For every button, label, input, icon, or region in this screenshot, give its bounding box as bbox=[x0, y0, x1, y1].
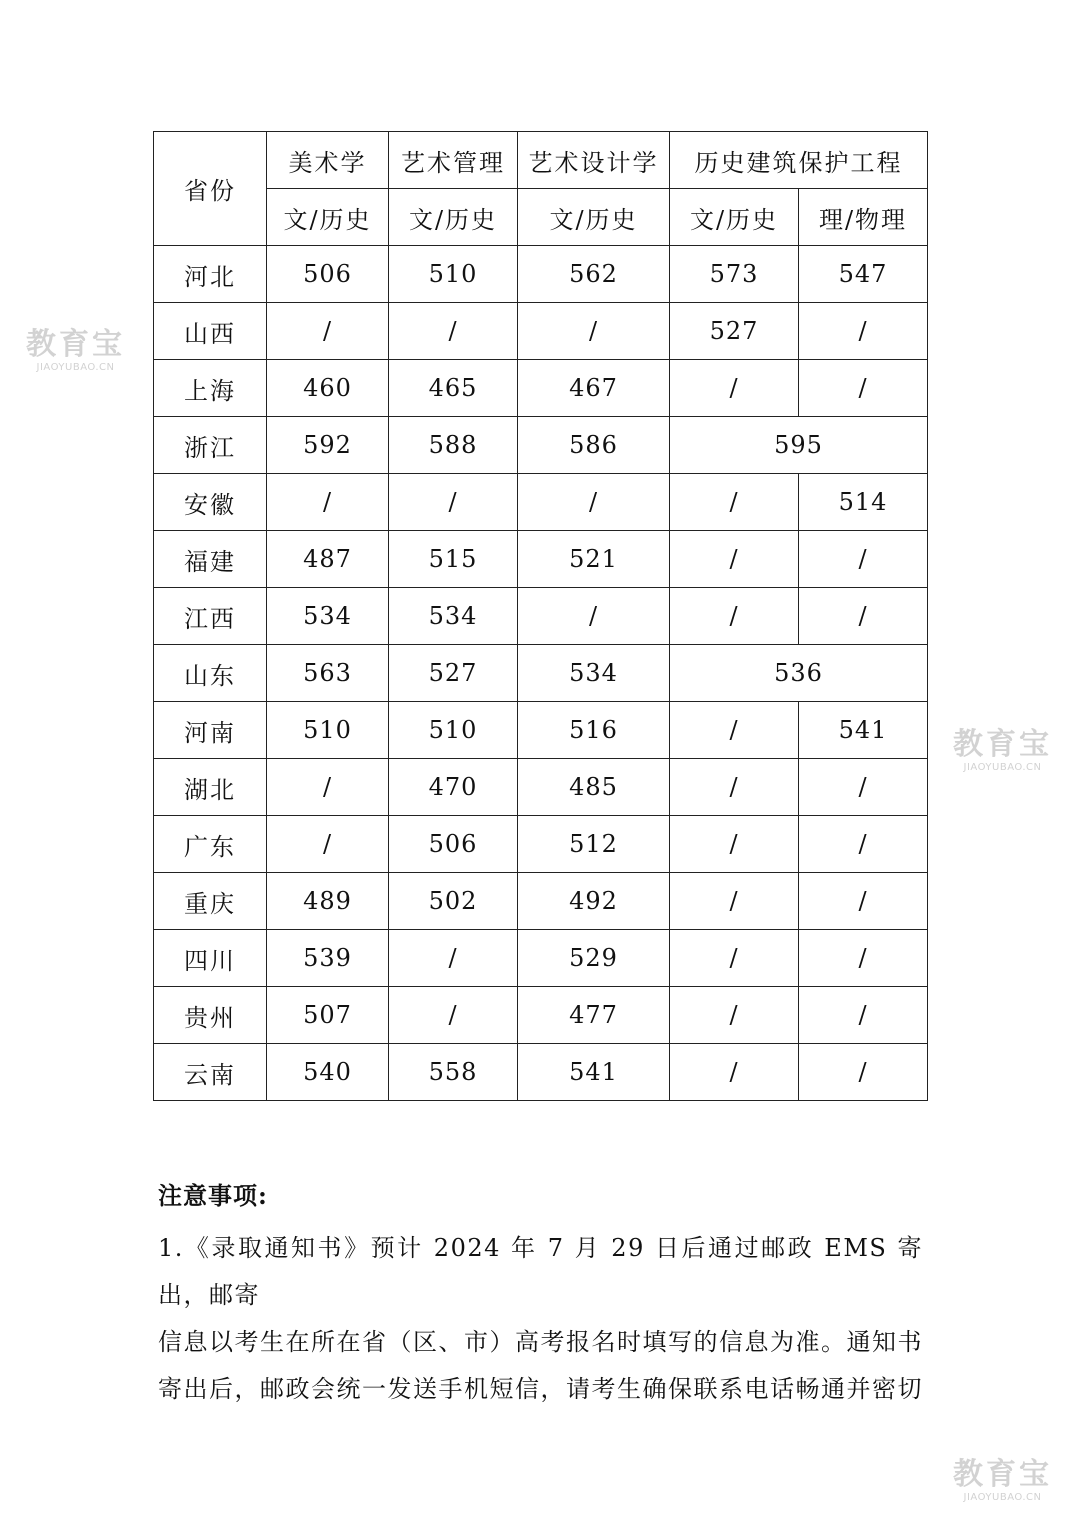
score-cell: 510 bbox=[389, 702, 518, 759]
score-cell: 540 bbox=[267, 1044, 389, 1101]
score-cell: 534 bbox=[518, 645, 670, 702]
score-cell: 460 bbox=[267, 360, 389, 417]
score-cell: 510 bbox=[389, 246, 518, 303]
score-cell: / bbox=[799, 360, 928, 417]
major-header: 艺术设计学 bbox=[518, 132, 670, 189]
table-row bbox=[154, 1044, 928, 1101]
score-cell: / bbox=[670, 588, 799, 645]
province-cell: 福建 bbox=[154, 531, 267, 588]
notes-line: 信息以考生在所在省（区、市）高考报名时填写的信息为准。通知书 bbox=[158, 1328, 923, 1356]
score-cell: / bbox=[799, 987, 928, 1044]
province-cell: 上海 bbox=[154, 360, 267, 417]
notes-section bbox=[158, 1172, 923, 1413]
score-cell: / bbox=[670, 873, 799, 930]
table-row bbox=[154, 702, 928, 759]
subject-header: 理/物理 bbox=[799, 189, 928, 246]
header-row-majors bbox=[154, 132, 928, 189]
table-row bbox=[154, 588, 928, 645]
score-cell: / bbox=[799, 303, 928, 360]
province-cell: 重庆 bbox=[154, 873, 267, 930]
major-header: 历史建筑保护工程 bbox=[670, 132, 928, 189]
province-cell: 河北 bbox=[154, 246, 267, 303]
table-row bbox=[154, 474, 928, 531]
score-cell: 502 bbox=[389, 873, 518, 930]
province-cell: 广东 bbox=[154, 816, 267, 873]
score-cell: / bbox=[389, 987, 518, 1044]
notes-line: 1.《录取通知书》预计 2024 年 7 月 29 日后通过邮政 EMS 寄出，邮寄 bbox=[158, 1234, 923, 1309]
score-cell: / bbox=[799, 816, 928, 873]
score-cell: 595 bbox=[670, 417, 928, 474]
province-cell: 湖北 bbox=[154, 759, 267, 816]
table-row bbox=[154, 246, 928, 303]
score-cell: 506 bbox=[389, 816, 518, 873]
province-cell: 山东 bbox=[154, 645, 267, 702]
table-row bbox=[154, 930, 928, 987]
header-row-subjects bbox=[154, 189, 928, 246]
score-cell: 541 bbox=[799, 702, 928, 759]
score-table bbox=[153, 131, 928, 1101]
score-cell: 547 bbox=[799, 246, 928, 303]
subject-header: 文/历史 bbox=[267, 189, 389, 246]
score-cell: 539 bbox=[267, 930, 389, 987]
score-cell: / bbox=[799, 759, 928, 816]
score-cell: 588 bbox=[389, 417, 518, 474]
score-cell: / bbox=[670, 816, 799, 873]
score-cell: 492 bbox=[518, 873, 670, 930]
province-cell: 贵州 bbox=[154, 987, 267, 1044]
subject-header: 文/历史 bbox=[670, 189, 799, 246]
score-cell: 527 bbox=[670, 303, 799, 360]
score-cell: / bbox=[670, 930, 799, 987]
score-cell: 534 bbox=[389, 588, 518, 645]
score-cell: / bbox=[799, 873, 928, 930]
score-cell: / bbox=[799, 1044, 928, 1101]
score-cell: 515 bbox=[389, 531, 518, 588]
score-cell: / bbox=[799, 588, 928, 645]
score-cell: / bbox=[670, 531, 799, 588]
score-cell: / bbox=[799, 531, 928, 588]
score-cell: / bbox=[267, 474, 389, 531]
major-header: 艺术管理 bbox=[389, 132, 518, 189]
province-cell: 山西 bbox=[154, 303, 267, 360]
notes-line: 寄出后，邮政会统一发送手机短信，请考生确保联系电话畅通并密切 bbox=[158, 1375, 923, 1403]
table-row bbox=[154, 873, 928, 930]
watermark-url: JIAOYUBAO.CN bbox=[963, 1492, 1042, 1503]
watermark-logo: 教育宝 bbox=[953, 1457, 1052, 1492]
score-cell: 465 bbox=[389, 360, 518, 417]
score-cell: / bbox=[799, 930, 928, 987]
score-cell: / bbox=[389, 474, 518, 531]
score-cell: / bbox=[670, 759, 799, 816]
score-cell: 510 bbox=[267, 702, 389, 759]
score-cell: / bbox=[670, 987, 799, 1044]
score-cell: 558 bbox=[389, 1044, 518, 1101]
subject-header: 文/历史 bbox=[518, 189, 670, 246]
score-cell: / bbox=[670, 702, 799, 759]
score-cell: / bbox=[267, 303, 389, 360]
watermark bbox=[18, 328, 133, 374]
watermark-url: JIAOYUBAO.CN bbox=[963, 762, 1042, 773]
score-cell: 506 bbox=[267, 246, 389, 303]
score-cell: / bbox=[267, 759, 389, 816]
table-row bbox=[154, 417, 928, 474]
score-cell: / bbox=[518, 303, 670, 360]
score-cell: 489 bbox=[267, 873, 389, 930]
province-cell: 云南 bbox=[154, 1044, 267, 1101]
score-cell: 586 bbox=[518, 417, 670, 474]
score-cell: 573 bbox=[670, 246, 799, 303]
table-row bbox=[154, 759, 928, 816]
score-cell: 507 bbox=[267, 987, 389, 1044]
score-cell: 470 bbox=[389, 759, 518, 816]
score-cell: / bbox=[670, 474, 799, 531]
score-cell: / bbox=[267, 816, 389, 873]
score-cell: 521 bbox=[518, 531, 670, 588]
table-row bbox=[154, 531, 928, 588]
score-cell: 536 bbox=[670, 645, 928, 702]
score-cell: 563 bbox=[267, 645, 389, 702]
score-cell: 467 bbox=[518, 360, 670, 417]
score-cell: 516 bbox=[518, 702, 670, 759]
watermark bbox=[945, 728, 1060, 774]
score-cell: 512 bbox=[518, 816, 670, 873]
watermark-url: JIAOYUBAO.CN bbox=[36, 362, 115, 373]
major-header: 美术学 bbox=[267, 132, 389, 189]
notes-heading: 注意事项: bbox=[158, 1181, 268, 1210]
score-cell: 514 bbox=[799, 474, 928, 531]
score-cell: 487 bbox=[267, 531, 389, 588]
watermark-logo: 教育宝 bbox=[953, 727, 1052, 762]
watermark-logo: 教育宝 bbox=[26, 327, 125, 362]
table-row bbox=[154, 987, 928, 1044]
table-row bbox=[154, 303, 928, 360]
score-cell: 529 bbox=[518, 930, 670, 987]
watermark bbox=[945, 1458, 1060, 1504]
table-row bbox=[154, 360, 928, 417]
score-cell: 541 bbox=[518, 1044, 670, 1101]
score-cell: 527 bbox=[389, 645, 518, 702]
score-cell: / bbox=[518, 588, 670, 645]
province-cell: 四川 bbox=[154, 930, 267, 987]
score-cell: 477 bbox=[518, 987, 670, 1044]
score-cell: / bbox=[389, 303, 518, 360]
table-row bbox=[154, 645, 928, 702]
province-header: 省份 bbox=[154, 132, 267, 246]
province-cell: 河南 bbox=[154, 702, 267, 759]
subject-header: 文/历史 bbox=[389, 189, 518, 246]
score-cell: / bbox=[518, 474, 670, 531]
score-cell: 485 bbox=[518, 759, 670, 816]
province-cell: 安徽 bbox=[154, 474, 267, 531]
score-cell: 534 bbox=[267, 588, 389, 645]
score-cell: / bbox=[670, 360, 799, 417]
score-cell: 592 bbox=[267, 417, 389, 474]
table-row bbox=[154, 816, 928, 873]
province-cell: 江西 bbox=[154, 588, 267, 645]
score-cell: 562 bbox=[518, 246, 670, 303]
score-cell: / bbox=[389, 930, 518, 987]
score-cell: / bbox=[670, 1044, 799, 1101]
province-cell: 浙江 bbox=[154, 417, 267, 474]
